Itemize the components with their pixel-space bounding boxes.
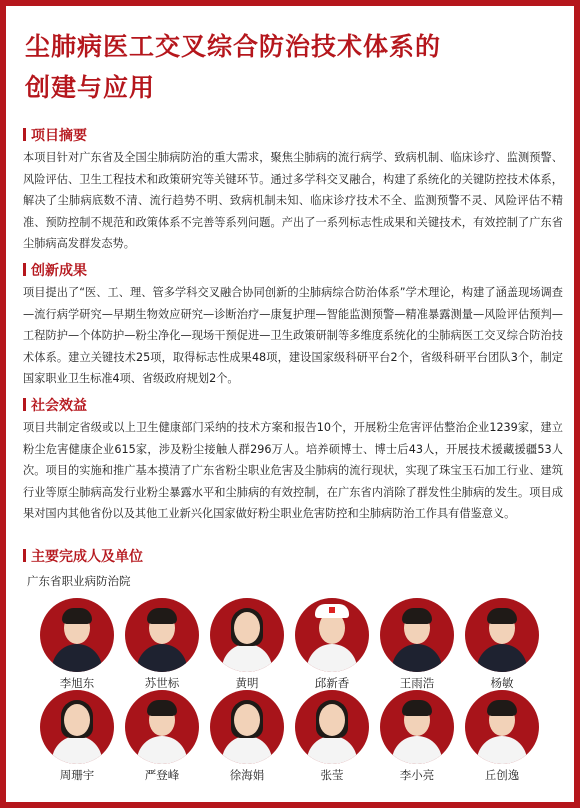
person-card xyxy=(295,598,369,690)
portrait-photo xyxy=(125,598,199,672)
page-title xyxy=(25,26,555,108)
section-heading xyxy=(23,546,563,568)
portrait-torso xyxy=(392,736,442,764)
person-card xyxy=(380,598,454,690)
portrait-hair xyxy=(487,608,517,624)
person-name: 苏世标 xyxy=(144,676,180,690)
person-name: 张莹 xyxy=(320,768,344,782)
person-card xyxy=(465,690,539,782)
portrait-hair xyxy=(402,608,432,624)
portrait-photo xyxy=(295,690,369,764)
portrait-torso xyxy=(52,644,102,672)
portrait-face xyxy=(64,704,90,736)
portrait-photo xyxy=(380,690,454,764)
section-heading-text: 主要完成人及单位 xyxy=(31,549,143,565)
portrait-photo xyxy=(210,690,284,764)
organization-name: 广东省职业病防治院 xyxy=(27,574,131,588)
title-line-1: 尘肺病医工交叉综合防治技术体系的 xyxy=(25,32,442,61)
portrait-torso xyxy=(137,644,187,672)
portrait-face xyxy=(234,612,260,644)
heading-bar xyxy=(23,549,26,562)
person-name: 邱新香 xyxy=(314,676,350,690)
section-body: 项目提出了“医、工、理、管多学科交叉融合协同创新的尘肺病综合防治体系”学术理论，构建了涵盖现场调查—流行病学研究—早期生物效应研究—诊断治疗—康复护理—智能监测预警—精准暴露测量—风险评估预判—工程防护—个体防护—粉尘净化—现场干预促进—卫生政策研制等多维度系统化的尘肺病医工交叉综合防治技术体系。建立关键技术25项，取得标志性成果48项，建设国家级科研平台2个，省级科研平台团队3个，制定国家职业卫生标准4项、省级政府规划2个。 xyxy=(23,286,563,385)
section-innovation xyxy=(23,260,563,390)
portrait-hair xyxy=(147,700,177,716)
person-name: 徐海娟 xyxy=(229,768,265,782)
section-people xyxy=(23,546,563,568)
section-heading-text: 创新成果 xyxy=(31,263,87,279)
section-social-benefit xyxy=(23,395,563,525)
portrait-hair xyxy=(402,700,432,716)
person-card xyxy=(40,690,114,782)
nurse-cap xyxy=(315,604,349,618)
person-name: 丘创逸 xyxy=(484,768,520,782)
person-name: 王雨浩 xyxy=(399,676,435,690)
section-heading xyxy=(23,125,563,147)
portrait-photo xyxy=(465,598,539,672)
section-body: 项目共制定省级或以上卫生健康部门采纳的技术方案和报告10个，开展粉尘危害评估整治企业1239家，建立粉尘危害健康企业615家，涉及粉尘接触人群296万人。培养硕博士、博士后43人，开展技术援藏援疆53人次。项目的实施和推广基本摸清了广东省粉尘职业危害及尘肺病的流行现状，实现了珠宝玉石加工行业、建筑行业等原尘肺病高发行业粉尘暴露水平和尘肺病的有效控制，在广东省内消除了群发性尘肺病的发生。项目成果对国内其他省份以及其他工业新兴化国家做好粉尘职业危害防控和尘肺病防治工作具有借鉴意义。 xyxy=(23,421,563,520)
section-heading-text: 社会效益 xyxy=(31,398,87,414)
portrait-torso xyxy=(137,736,187,764)
person-card xyxy=(210,598,284,690)
portrait-hair xyxy=(487,700,517,716)
person-card xyxy=(380,690,454,782)
heading-bar xyxy=(23,128,26,141)
portrait-photo xyxy=(465,690,539,764)
person-card xyxy=(125,690,199,782)
portrait-torso xyxy=(307,644,357,672)
title-line-2: 创建与应用 xyxy=(25,73,156,102)
portrait-photo xyxy=(295,598,369,672)
portrait-torso xyxy=(477,644,527,672)
portrait-photo xyxy=(380,598,454,672)
section-body: 本项目针对广东省及全国尘肺病防治的重大需求，聚焦尘肺病的流行病学、致病机制、临床诊疗、监测预警、风险评估、卫生工程技术和政策研究等关键环节。通过多学科交叉融合，构建了系统化的关键防控技术体系，解决了尘肺病底数不清、流行趋势不明、致病机制未知、临床诊疗技术不全、监测预警不灵、风险评估不精准、预防控制不规范和政策体系不完善等系列问题。产出了一系列标志性成果和关键技术，有效控制了广东省尘肺病高发群发态势。 xyxy=(23,151,563,250)
person-name: 李小亮 xyxy=(399,768,435,782)
person-card xyxy=(210,690,284,782)
heading-bar xyxy=(23,263,26,276)
portrait-torso xyxy=(307,736,357,764)
portrait-photo xyxy=(125,690,199,764)
portrait-hair xyxy=(62,608,92,624)
portrait-face xyxy=(234,704,260,736)
person-name: 黄明 xyxy=(235,676,259,690)
portrait-photo xyxy=(40,690,114,764)
section-heading xyxy=(23,395,563,417)
section-heading xyxy=(23,260,563,282)
portrait-torso xyxy=(392,644,442,672)
portrait-photo xyxy=(210,598,284,672)
portrait-hair xyxy=(147,608,177,624)
section-summary xyxy=(23,125,563,255)
portrait-torso xyxy=(52,736,102,764)
person-card xyxy=(295,690,369,782)
heading-bar xyxy=(23,398,26,411)
person-name: 杨敏 xyxy=(490,676,514,690)
section-heading-text: 项目摘要 xyxy=(31,128,87,144)
person-name: 李旭东 xyxy=(59,676,95,690)
person-name: 周珊宇 xyxy=(59,768,95,782)
portrait-photo xyxy=(40,598,114,672)
portrait-torso xyxy=(222,736,272,764)
portrait-torso xyxy=(477,736,527,764)
person-card xyxy=(465,598,539,690)
person-card xyxy=(40,598,114,690)
portrait-face xyxy=(319,704,345,736)
person-card xyxy=(125,598,199,690)
portrait-torso xyxy=(222,644,272,672)
person-name: 严登峰 xyxy=(144,768,180,782)
